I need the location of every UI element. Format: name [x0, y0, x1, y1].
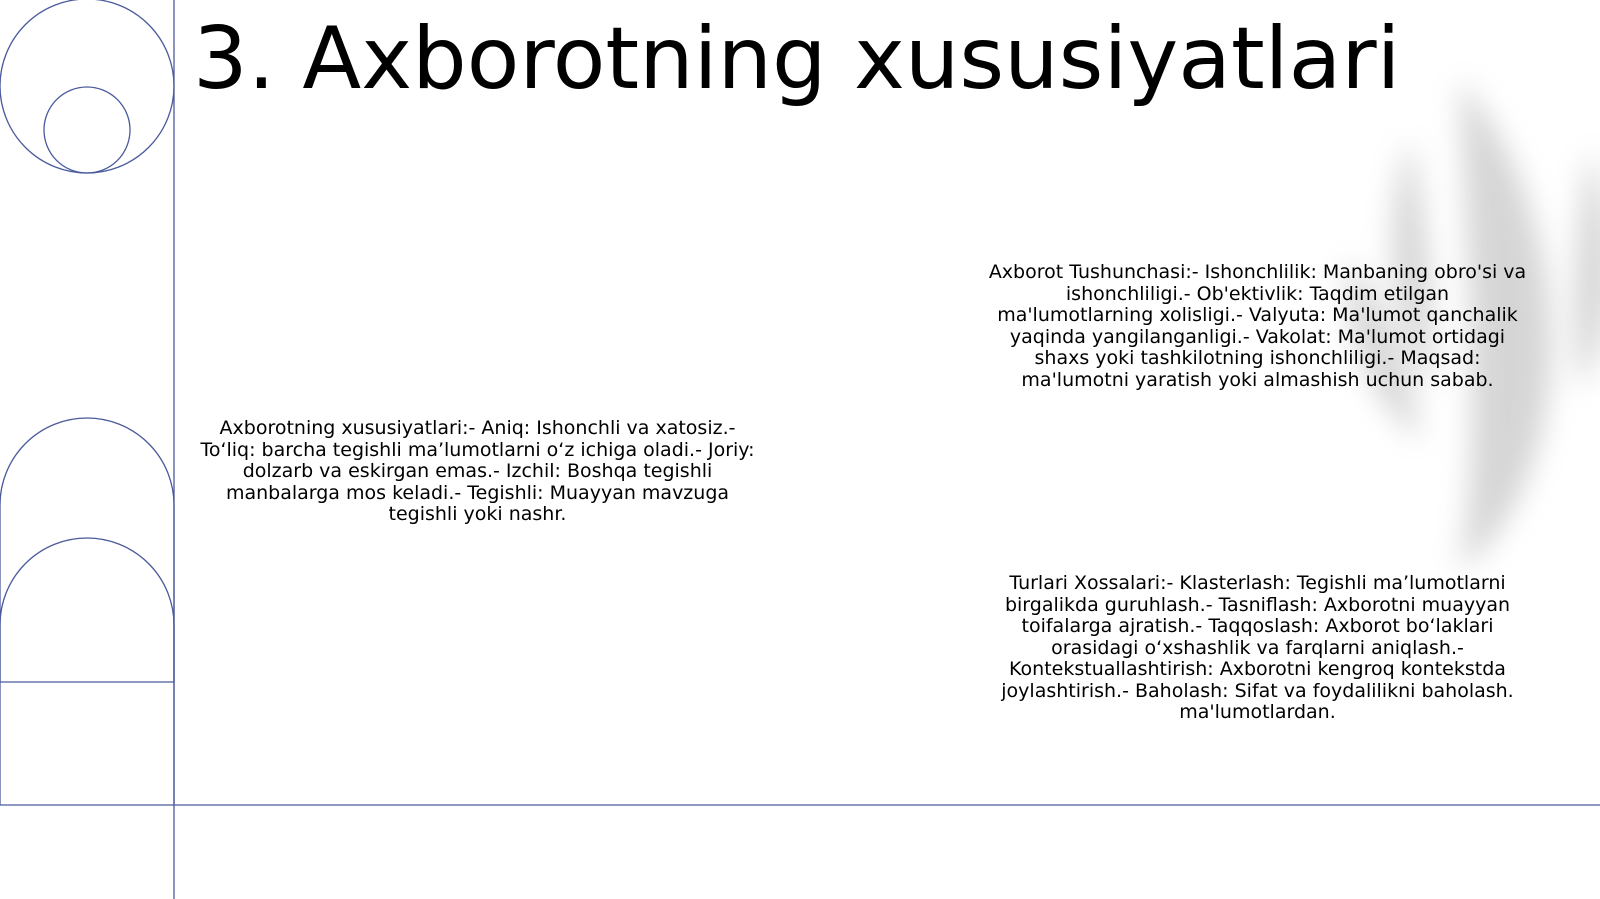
small-circle-outline: [44, 87, 130, 173]
types-text-block: Turlari Xossalari:- Klasterlash: Tegishli ma’lumotlarni birgalikda guruhlash.- Tasniflash: Axborotni muayyan toifalarga ajratish.- Taqqoslash: Axborot bo‘laklari orasidagi o‘xshashlik va farqlarni aniqlash.- Kontekstuallashtirish: Axborotni kengroq kontekstda joylashtirish.- Baholash: Sifat va foydalilikni baholash. ma'lumotlardan.: [1001, 572, 1514, 723]
arch-outline-upper: [0, 418, 174, 682]
arch-outline-lower: [0, 538, 174, 805]
concept-text-block: Axborot Tushunchasi:- Ishonchlilik: Manbaning obro'si va ishonchliligi.- Ob'ektivlik: Taqdim etilgan ma'lumotlarning xolisligi.- Valyuta: Ma'lumot qanchalik yaqinda yangilanganligi.- Vakolat: Ma'lumot ortidagi shaxs yoki tashkilotning ishonchliligi.- Maqsad: ma'lumotni yaratish yoki almashish uchun sabab.: [988, 261, 1527, 391]
properties-text-block: Axborotning xususiyatlari:- Aniq: Ishonchli va xatosiz.- To‘liq: barcha tegishli ma’lumotlarni o‘z ichiga oladi.- Joriy: dolzarb va eskirgan emas.- Izchil: Boshqa tegishli manbalarga mos keladi.- Tegishli: Muayyan mavzuga tegishli yoki nashr.: [200, 417, 755, 525]
page-title: 3. Axborotning xususiyatlari: [193, 9, 1401, 109]
